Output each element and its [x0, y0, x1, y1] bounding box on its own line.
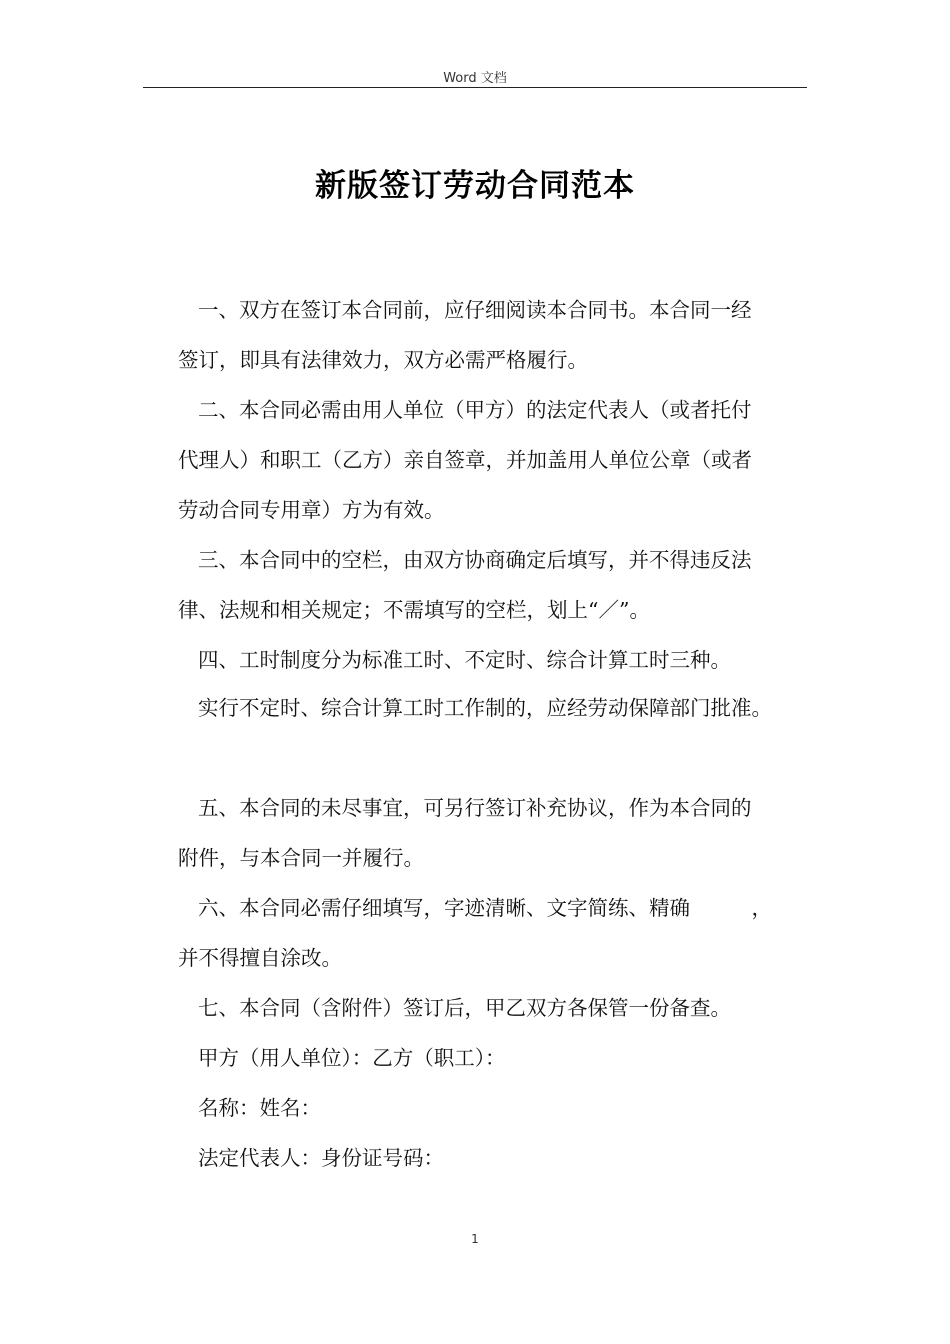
header-divider: [143, 87, 807, 88]
page-number: 1: [471, 1232, 479, 1246]
paragraph-6-line-2: 并不得擅自涂改。: [178, 946, 342, 970]
paragraph-5-line-2: 附件，与本合同一并履行。: [178, 846, 424, 870]
paragraph-4-line-1: 四、工时制度分为标准工时、不定时、综合计算工时三种。: [198, 648, 731, 672]
representative-id-line: 法定代表人：身份证号码：: [198, 1146, 444, 1170]
paragraph-2-line-2: 代理人）和职工（乙方）亲自签章，并加盖用人单位公章（或者: [178, 448, 752, 472]
paragraph-4-line-2: 实行不定时、综合计算工时工作制的，应经劳动保障部门批准。: [198, 696, 772, 720]
page-header-label: Word 文档: [443, 71, 507, 86]
paragraph-5-line-1: 五、本合同的未尽事宜，可另行签订补充协议，作为本合同的: [198, 796, 752, 820]
paragraph-7-line-1: 七、本合同（含附件）签订后，甲乙双方各保管一份备查。: [198, 996, 731, 1020]
paragraph-2-line-3: 劳动合同专用章）方为有效。: [178, 498, 445, 522]
paragraph-2-line-1: 二、本合同必需由用人单位（甲方）的法定代表人（或者托付: [198, 398, 752, 422]
name-fields-line: 名称：姓名：: [198, 1096, 321, 1120]
paragraph-1-line-2: 签订，即具有法律效力，双方必需严格履行。: [178, 348, 588, 372]
document-title: 新版签订劳动合同范本: [315, 168, 635, 204]
paragraph-1-line-1: 一、双方在签订本合同前，应仔细阅读本合同书。本合同一经: [198, 298, 752, 322]
paragraph-3-line-2: 律、法规和相关规定；不需填写的空栏，划上“／”。: [178, 598, 650, 622]
paragraph-3-line-1: 三、本合同中的空栏，由双方协商确定后填写，并不得违反法: [198, 548, 752, 572]
paragraph-6-line-1: 六、本合同必需仔细填写，字迹清晰、文字简练、精确 ，: [198, 896, 772, 920]
party-labels-line: 甲方（用人单位）：乙方（职工）：: [198, 1046, 506, 1070]
